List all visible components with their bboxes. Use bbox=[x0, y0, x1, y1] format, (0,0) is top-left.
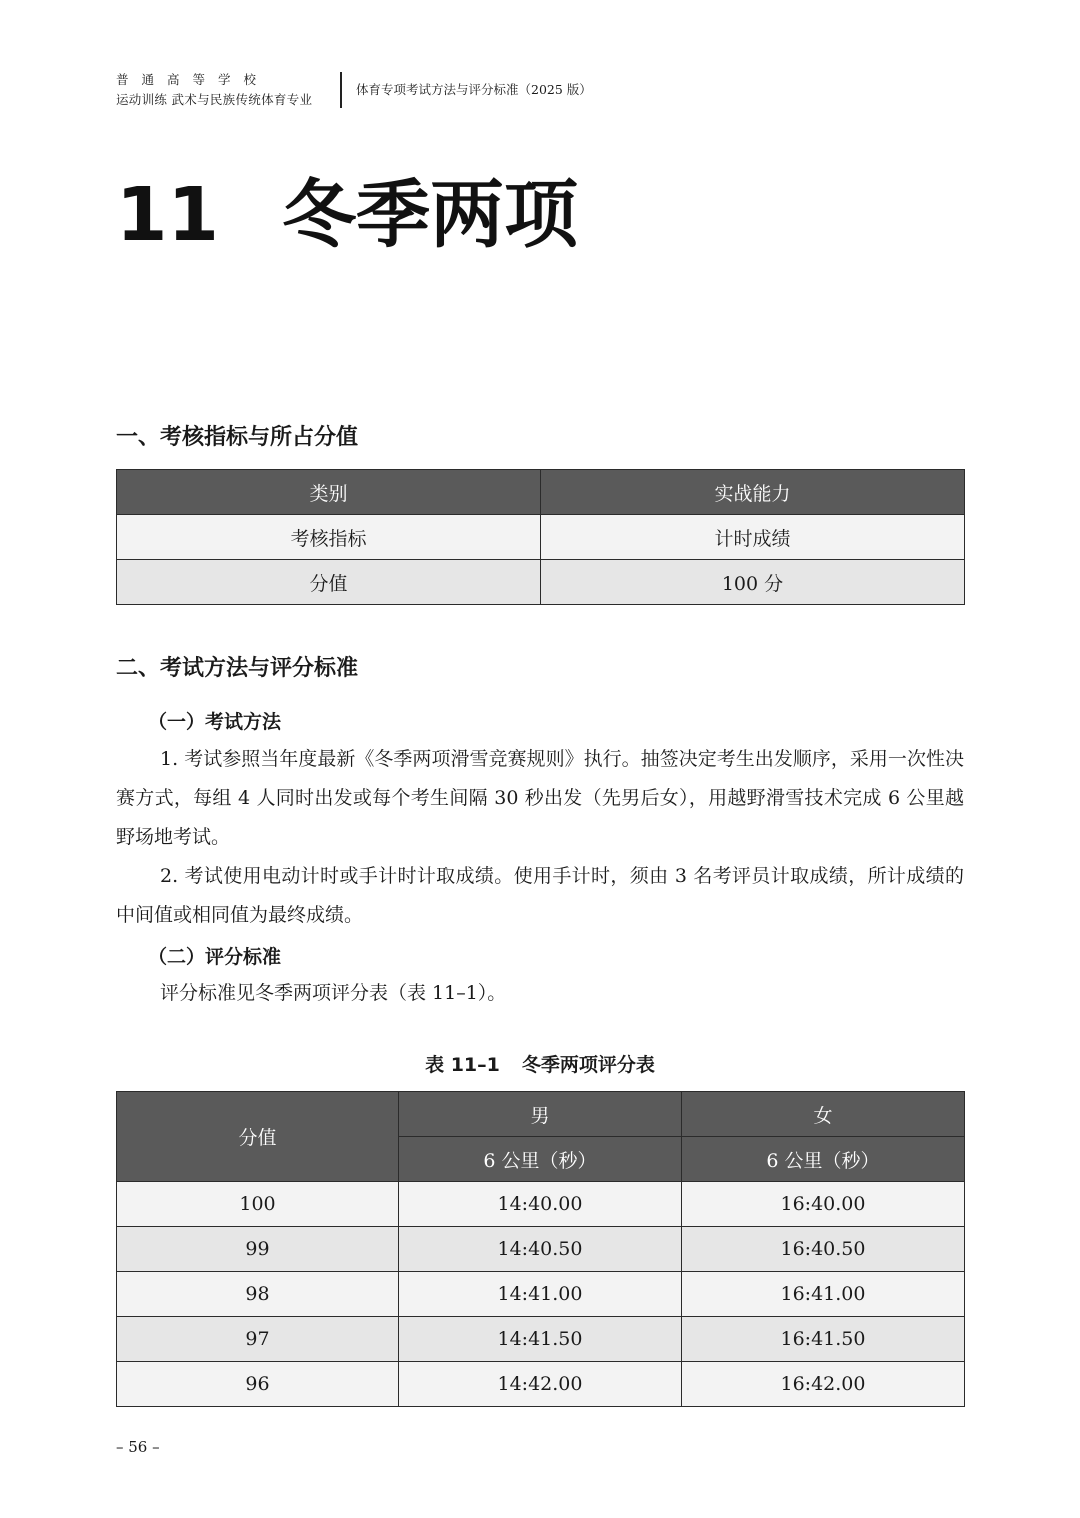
section-1-title: 一、考核指标与所占分值 bbox=[116, 424, 359, 450]
male-time-cell: 14:40.50 bbox=[399, 1227, 682, 1272]
female-time-cell: 16:40.50 bbox=[682, 1227, 965, 1272]
header-school: 普通高等学校 bbox=[116, 72, 270, 87]
female-time-cell: 16:41.50 bbox=[682, 1317, 965, 1362]
table-row bbox=[117, 1182, 965, 1227]
paragraph-3: 评分标准见冬季两项评分表（表 11–1）。 bbox=[160, 982, 507, 1004]
chapter-title: 冬季两项 bbox=[282, 172, 578, 258]
section-2-title: 二、考试方法与评分标准 bbox=[116, 655, 359, 681]
score-cell: 100 bbox=[117, 1182, 399, 1227]
subheader-female-distance: 6 公里（秒） bbox=[682, 1137, 965, 1182]
table-row bbox=[117, 515, 965, 560]
header-score: 分值 bbox=[117, 1092, 399, 1182]
score-cell: 97 bbox=[117, 1317, 399, 1362]
table-row bbox=[117, 1272, 965, 1317]
table-row bbox=[117, 1317, 965, 1362]
female-time-cell: 16:41.00 bbox=[682, 1272, 965, 1317]
male-time-cell: 14:42.00 bbox=[399, 1362, 682, 1407]
table-caption-number: 表 11–1 bbox=[425, 1054, 500, 1076]
table-header: 实战能力 bbox=[541, 470, 965, 515]
table-row bbox=[117, 1362, 965, 1407]
table-row bbox=[117, 1227, 965, 1272]
table-cell: 分值 bbox=[117, 560, 541, 605]
page-number: – 56 – bbox=[116, 1438, 160, 1456]
male-time-cell: 14:40.00 bbox=[399, 1182, 682, 1227]
subheader-male-distance: 6 公里（秒） bbox=[399, 1137, 682, 1182]
score-table bbox=[116, 1091, 965, 1407]
header-male: 男 bbox=[399, 1092, 682, 1137]
header-female: 女 bbox=[682, 1092, 965, 1137]
chapter-heading bbox=[116, 170, 578, 260]
chapter-number: 11 bbox=[116, 172, 219, 258]
subsection-scoring: （二）评分标准 bbox=[148, 946, 282, 968]
table-caption bbox=[0, 1050, 1080, 1077]
table-caption-title: 冬季两项评分表 bbox=[521, 1054, 655, 1076]
score-cell: 96 bbox=[117, 1362, 399, 1407]
table-row bbox=[117, 560, 965, 605]
table-cell: 考核指标 bbox=[117, 515, 541, 560]
male-time-cell: 14:41.00 bbox=[399, 1272, 682, 1317]
table-cell: 计时成绩 bbox=[541, 515, 965, 560]
score-cell: 98 bbox=[117, 1272, 399, 1317]
paragraph-2: 2. 考试使用电动计时或手计时计取成绩。使用手计时，须由 3 名考评员计取成绩，所计成绩的中间值或相同值为最终成绩。 bbox=[116, 865, 964, 926]
table-header: 类别 bbox=[117, 470, 541, 515]
paragraph-1: 1. 考试参照当年度最新《冬季两项滑雪竞赛规则》执行。抽签决定考生出发顺序，采用一次性决赛方式，每组 4 人同时出发或每个考生间隔 30 秒出发（先男后女），用越野滑雪技术完成 6 公里越野场地考试。 bbox=[116, 748, 964, 848]
table-cell: 100 分 bbox=[541, 560, 965, 605]
score-cell: 99 bbox=[117, 1227, 399, 1272]
female-time-cell: 16:40.00 bbox=[682, 1182, 965, 1227]
header-book-title: 体育专项考试方法与评分标准（2025 版） bbox=[356, 82, 592, 97]
header-left bbox=[116, 70, 326, 110]
subsection-exam-method: （一）考试方法 bbox=[148, 711, 282, 733]
indicator-table bbox=[116, 469, 965, 605]
header-divider bbox=[340, 72, 342, 108]
female-time-cell: 16:42.00 bbox=[682, 1362, 965, 1407]
male-time-cell: 14:41.50 bbox=[399, 1317, 682, 1362]
header-major: 运动训练 武术与民族传统体育专业 bbox=[116, 92, 313, 107]
